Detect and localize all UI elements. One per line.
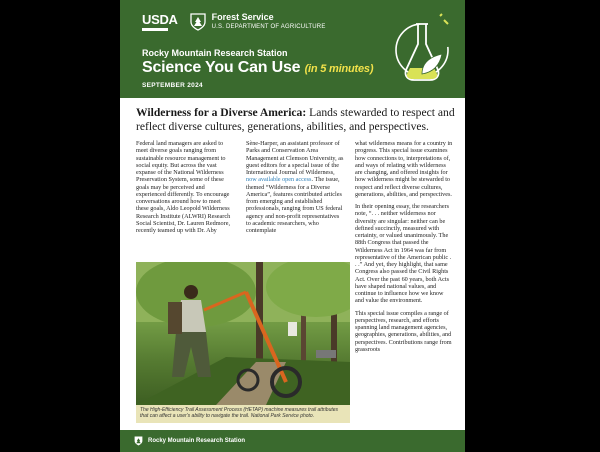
- newsletter-page: [120, 0, 465, 452]
- trail-photo-illustration: [136, 262, 350, 405]
- forest-service-shield-icon: [190, 13, 206, 31]
- col3-paragraph-2: In their opening essay, the researchers note, “. . . neither wilderness nor diversity are singular: neither can be defined succinctly, measured with certainty, or valued unanimously. The 88th Congress that passed the Wilderness Act in 1964 was far from representative of the American public . . .” And yet, they highlight, that same Congress also passed the Civil Rights Act. Over the past 60 years, both Acts have shaped national values, and continue to influence how we know and value the environment.: [355, 203, 452, 305]
- article-headline: [136, 106, 456, 133]
- col2-text-a: Sène-Harper, an assistant professor of Parks and Conservation Area Management at Clemson University, as guest editors for a special issue of the International Journal of Wilderness,: [246, 140, 344, 176]
- trail-assessment-photo: [136, 262, 350, 405]
- forest-service-wordmark: [212, 12, 326, 32]
- open-access-link[interactable]: now available open access: [246, 176, 312, 184]
- footer-shield-icon: [134, 436, 143, 446]
- page-footer: [120, 430, 465, 452]
- page-header: [120, 0, 465, 98]
- photo-caption: The High-Efficiency Trail Assessment Process (HETAP) machine measures trail attributes that can affect a user's ability to navigate the trail. National Park Service photo.: [136, 405, 350, 423]
- col3-paragraph-1: what wilderness means for a country in progress. This special issue examines how connections to, interpretations of, and ways of relating with wilderness are changing, and offered insights for how wilderness might be stewarded to respect and reflect diverse cultures, generations, abilities, and perspectives.: [355, 140, 453, 198]
- agency-logos: [142, 12, 326, 32]
- footer-station-name: Rocky Mountain Research Station: [148, 438, 246, 444]
- station-name: Rocky Mountain Research Station: [142, 48, 288, 58]
- col1-paragraph: Federal land managers are asked to meet diverse goals ranging from sustainable resource management to social equity. But across the vast expanse of the National Wilderness Preservation System, some of these goals may be perceived and experienced differently. To encourage conversations around how to meet these goals, Aldo Leopold Wilderness Research Institute (ALWRI) Research Social Scientist, Dr. Lauren Redmore, recently teamed up with Dr. Aby: [136, 140, 231, 234]
- body-column-2: [246, 140, 344, 239]
- forest-service-name: Forest Service: [211, 12, 274, 22]
- col2-paragraph: [246, 140, 344, 234]
- col2-text-b: . The issue, themed “Wilderness for a Diverse America”, features contributed articles from emerging and established professionals, ranging from US federal agency and non-profit representatives to academic researchers, who contemplate: [246, 176, 343, 234]
- headline-bold: Wilderness for a Diverse America:: [136, 106, 307, 119]
- department-name: U.S. DEPARTMENT OF AGRICULTURE: [211, 24, 326, 30]
- headline-rest: Lands stewarded to respect and reflect diverse cultures, generations, abilities, and perspectives.: [136, 106, 455, 133]
- publication-title: [142, 59, 373, 77]
- body-column-3: [355, 140, 453, 358]
- col3-paragraph-3: This special issue compiles a range of perspectives, research, and efforts spanning land management agencies, geographies, generations, abilities, and perspectives. Contributions range from grassroots: [355, 309, 452, 353]
- issue-date: SEPTEMBER 2024: [142, 82, 203, 89]
- publication-title-main: Science You Can Use: [142, 59, 301, 76]
- publication-title-sub: (in 5 minutes): [304, 63, 374, 75]
- usda-logo-text: USDA: [142, 12, 178, 27]
- body-column-1: [136, 140, 234, 239]
- usda-underline: [142, 28, 168, 31]
- flask-leaf-icon: [392, 10, 452, 90]
- usda-logo: [142, 13, 178, 31]
